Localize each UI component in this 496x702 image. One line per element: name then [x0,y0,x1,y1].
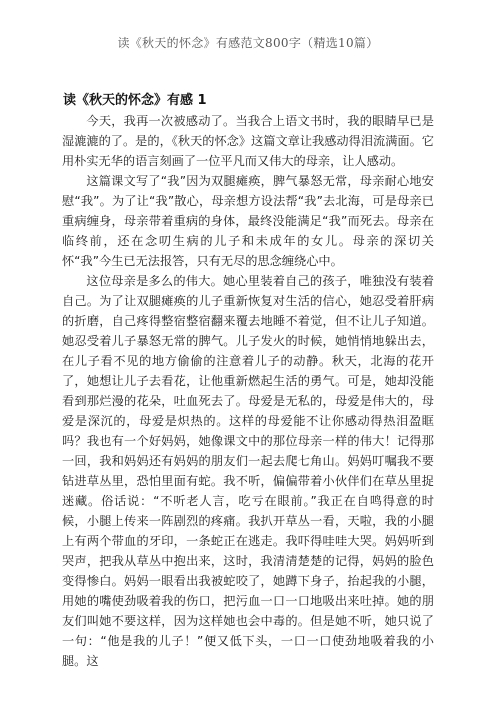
paragraph-3: 这位母亲是多么的伟大。她心里装着自己的孩子，唯独没有装着自己。为了让双腿瘫痪的儿子重新恢复对生活的信心，她忍受着肝病的折磨，自己疼得整宿整宿翻来覆去地睡不着觉，但不让儿子知道。她忍受着儿子暴怒无常的脾气。儿子发火的时候，她悄悄地躲出去，在儿子看不见的地方偷偷的注意着儿子的动静。秋天，北海的花开了，她想让儿子去看花，让他重新燃起生活的勇气。可是，她却没能看到那烂漫的花朵，吐血死去了。母爱是无私的，母爱是伟大的，母爱是深沉的，母爱是炽热的。这样的母爱能不让你感动得热泪盈眶吗？我也有一个好妈妈，她像课文中的那位母亲一样的伟大！记得那一回，我和妈妈还有妈妈的朋友们一起去爬七角山。妈妈叮嘱我不要钻进草丛里，恐怕里面有蛇。我不听，偏偏带着小伙伴们在草丛里捉迷藏。俗话说：“不听老人言，吃亏在眼前。”我正在自鸣得意的时候，小腿上传来一阵剧烈的疼痛。我扒开草丛一看，天啦，我的小腿上有两个带血的牙印，一条蛇正在逃走。我吓得哇哇大哭。妈妈听到哭声，把我从草丛中抱出来，这时，我清清楚楚的记得，妈妈的脸色变得惨白。妈妈一眼看出我被蛇咬了，她蹲下身子，抬起我的小腿，用她的嘴使劲吸着我的伤口，把污血一口一口地吸出来吐掉。她的朋友们叫她不要这样，因为这样她也会中毒的。但是她不听，她只说了一句：“他是我的儿子！”便又低下头，一口一口使劲地吸着我的小腿。这 [62,274,434,668]
paragraph-2: 这篇课文写了“我”因为双腿瘫痪，脾气暴怒无常，母亲耐心地安慰“我”。为了让“我”散心，母亲想方设法帮“我”去北海，可是母亲已重病缠身，母亲带着重病的身体，最终没能满足“我”而死去。母亲在临终前，还在念叨生病的儿子和未成年的女儿。母亲的深切关怀“我”今生已无法报答，只有无尽的思念缠绕心中。 [62,174,434,268]
section-heading: 读《秋天的怀念》有感 1 [63,93,207,108]
document-title: 读《秋天的怀念》有感范文800字（精选10篇） [117,36,379,50]
article-body [62,111,434,671]
paragraph-1: 今天，我再一次被感动了。当我合上语文书时，我的眼睛早已是湿漉漉的了。是的，《秋天的怀念》这篇文章让我感动得泪流满面。它用朴实无华的语言刻画了一位平凡而又伟大的母亲，让人感动。 [62,114,434,168]
